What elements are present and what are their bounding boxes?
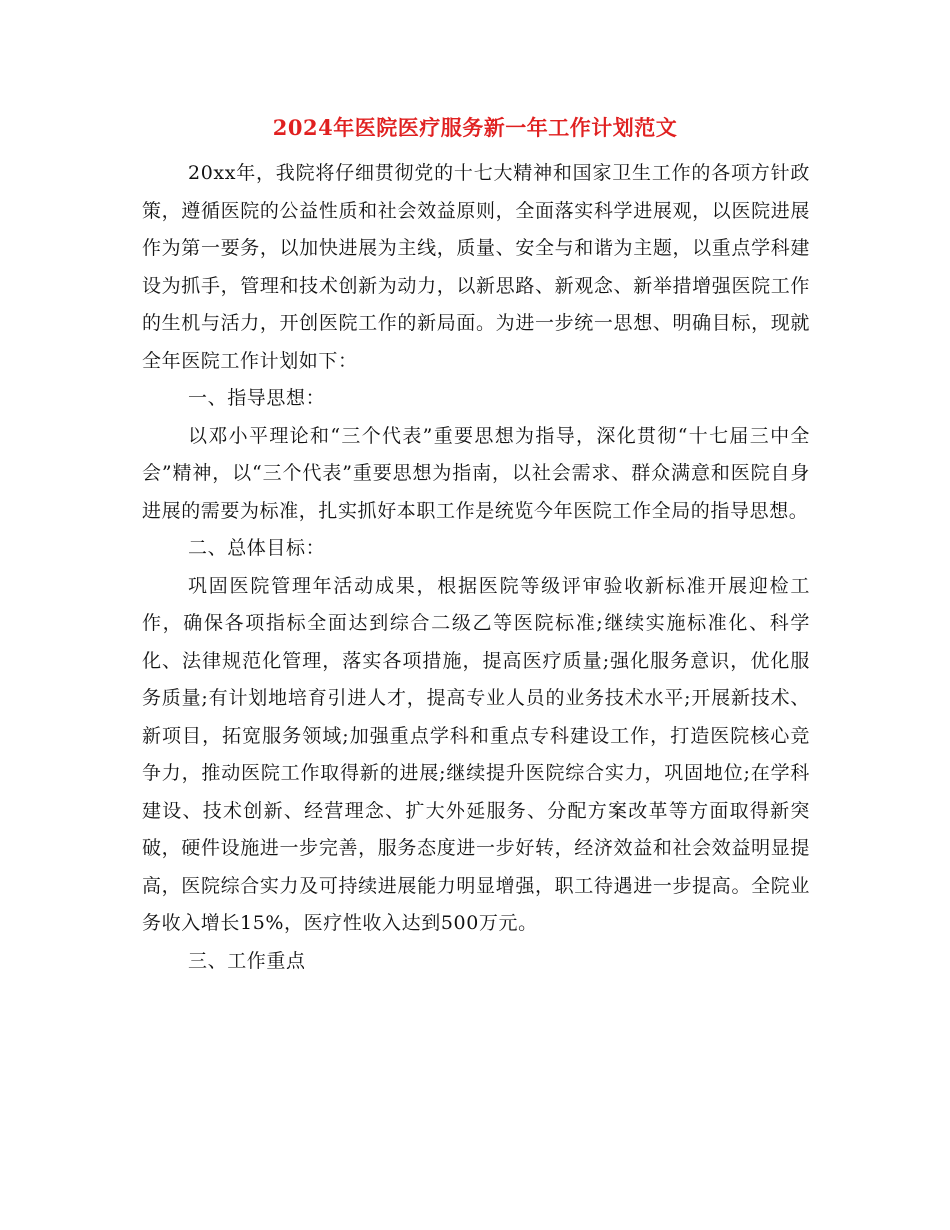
heading-overall-goals: 二、总体目标： (188, 537, 326, 559)
heading-guiding-ideology: 一、指导思想： (188, 387, 326, 409)
heading-work-focus: 三、工作重点 (188, 949, 306, 972)
document-body (142, 155, 810, 980)
paragraph-overall-goals: 巩固医院管理年活动成果，根据医院等级评审验收新标准开展迎检工作，确保各项指标全面达到综合二级乙等医院标准;继续实施标准化、科学化、法律规范化管理，落实各项措施，提高医疗质量;强化服务意识，优化服务质量;有计划地培育引进人才，提高专业人员的业务技术水平;开展新技术、新项目，拓宽服务领域;加强重点学科和重点专科建设工作，打造医院核心竞争力，推动医院工作取得新的进展;继续提升医院综合实力，巩固地位;在学科建设、技术创新、经营理念、扩大外延服务、分配方案改革等方面取得新突破，硬件设施进一步完善，服务态度进一步好转，经济效益和社会效益明显提高，医院综合实力及可持续进展能力明显增强，职工待遇进一步提高。全院业务收入增长15%，医疗性收入达到500万元。 (142, 574, 810, 934)
paragraph-intro: 20xx年，我院将仔细贯彻党的十七大精神和国家卫生工作的各项方针政策，遵循医院的公益性质和社会效益原则，全面落实科学进展观，以医院进展作为第一要务，以加快进展为主线，质量、安全与和谐为主题，以重点学科建设为抓手，管理和技术创新为动力，以新思路、新观念、新举措增强医院工作的生机与活力，开创医院工作的新局面。为进一步统一思想、明确目标，现就全年医院工作计划如下： (142, 162, 810, 372)
document-title: 2024年医院医疗服务新一年工作计划范文 (272, 115, 678, 140)
paragraph-guiding-ideology: 以邓小平理论和“三个代表”重要思想为指导，深化贯彻“十七届三中全会”精神，以“三个代表”重要思想为指南，以社会需求、群众满意和医院自身进展的需要为标准，扎实抓好本职工作是统览今年医院工作全局的指导思想。 (142, 424, 810, 522)
